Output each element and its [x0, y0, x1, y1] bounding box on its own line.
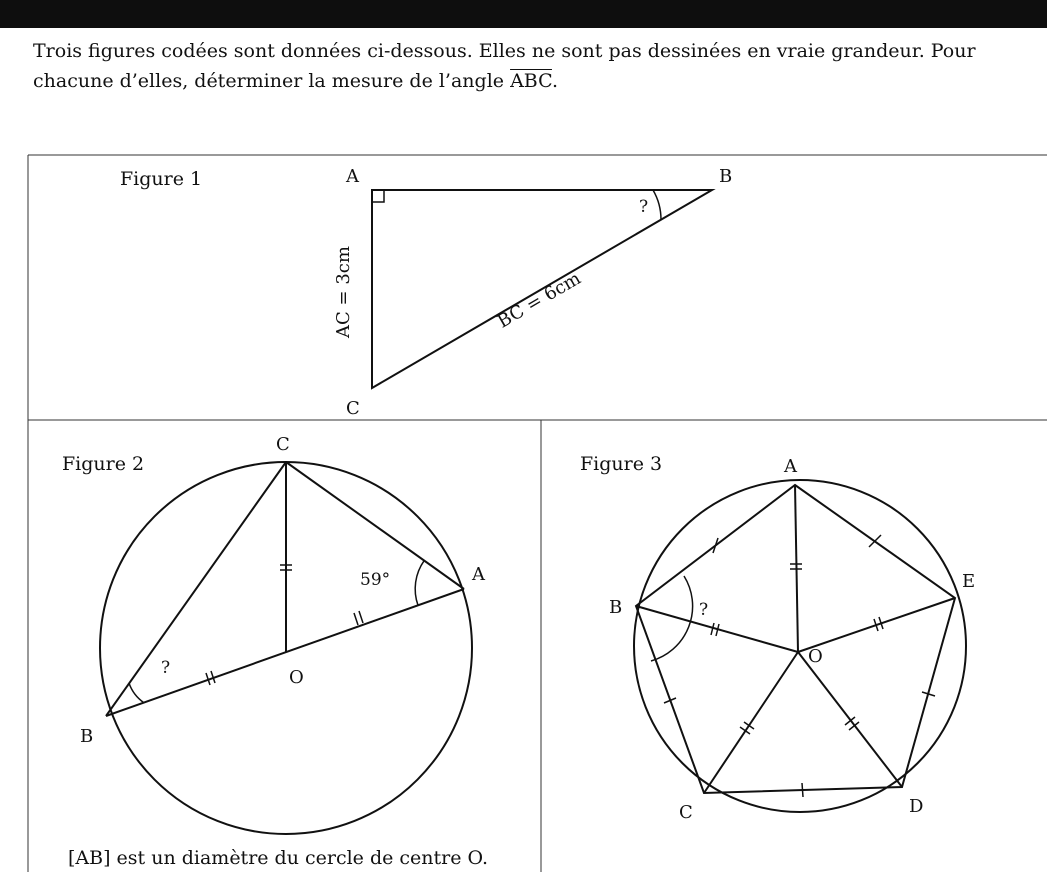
equal-length-ticks: [206, 565, 363, 685]
angle-a-arc: [415, 561, 424, 606]
figure-1-label-b: B: [719, 166, 733, 187]
figure-2-label-a: A: [472, 564, 485, 585]
angle-b-arc: [129, 683, 144, 702]
figure-3-label-a: A: [784, 456, 797, 477]
figure-3-label-c: C: [679, 802, 693, 823]
figure-2-title: Figure 2: [62, 453, 145, 475]
figure-1-title: Figure 1: [120, 168, 203, 190]
figure-2-caption: [AB] est un diamètre du cercle de centre O.: [68, 847, 489, 869]
statement-line-1: Trois figures codées sont données ci-dessous. Elles ne sont pas dessinées en vraie grandeur. Pour: [33, 40, 976, 62]
figure-2-label-c: C: [276, 434, 290, 455]
figure-3: [580, 453, 975, 823]
figure-3-unknown-angle: ?: [699, 600, 709, 620]
right-angle-marker: [372, 190, 384, 202]
figure-3-label-e: E: [962, 571, 976, 592]
figure-2: [62, 434, 488, 869]
angle-abc-notation: $\overline{ABC}$: [510, 70, 552, 92]
pentagon-radii: [636, 485, 955, 793]
statement-line-2-suffix: .: [551, 70, 559, 92]
figure-1: [120, 166, 732, 419]
figure-3-title: Figure 3: [580, 453, 663, 475]
unknown-angle-arc: [653, 190, 661, 220]
side-ticks: [664, 535, 935, 797]
figure-3-circle: [634, 480, 966, 812]
figure-3-label-d: D: [909, 796, 924, 817]
figure-2-unknown-angle: ?: [161, 658, 171, 678]
figure-1-label-c: C: [346, 398, 360, 419]
figure-1-side-ac: AC = 3cm: [333, 246, 354, 338]
figure-3-label-b: B: [609, 597, 623, 618]
segment-cb: [106, 462, 286, 716]
figure-1-unknown-angle: ?: [639, 197, 649, 217]
figure-table-frame: [28, 155, 1047, 872]
statement-line-2-prefix: chacune d’elles, déterminer la mesure de l’angle: [33, 70, 511, 92]
figure-1-side-bc: BC = 6cm: [493, 267, 585, 333]
figure-2-label-b: B: [80, 726, 94, 747]
figure-3-label-o: O: [808, 646, 823, 667]
figure-2-angle-a-value: 59°: [360, 570, 391, 590]
figure-1-label-a: A: [346, 166, 359, 187]
figure-2-label-o: O: [289, 667, 304, 688]
